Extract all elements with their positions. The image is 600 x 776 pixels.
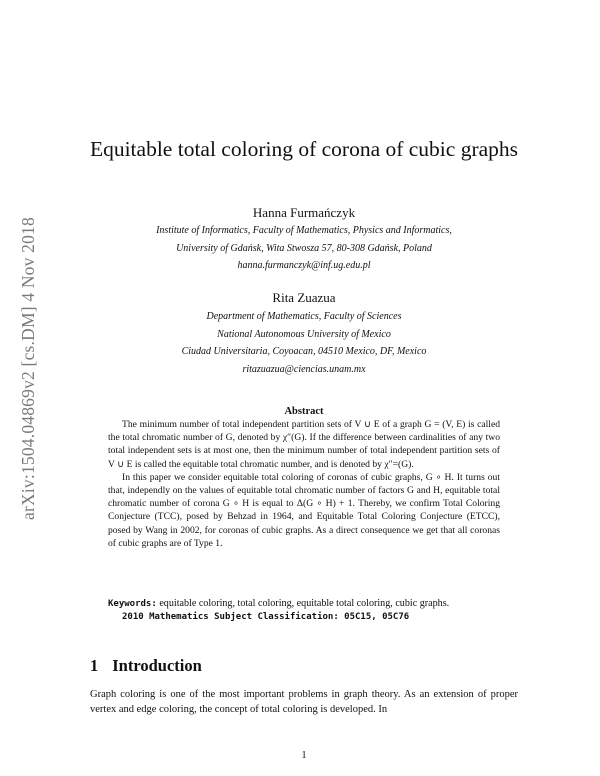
author-email: ritazuazua@ciencias.unam.mx bbox=[242, 363, 366, 375]
arxiv-identifier: arXiv:1504.04869v2 [cs.DM] 4 Nov 2018 bbox=[17, 216, 38, 520]
author-affiliation-1 bbox=[92, 222, 516, 275]
introduction-paragraph: Graph coloring is one of the most important problems in graph theory. As an extension of proper vertex and edge coloring, the concept of total coloring is developed. In bbox=[90, 689, 518, 715]
affiliation-line: University of Gdańsk, Wita Stwosza 57, 80-308 Gdańsk, Poland bbox=[176, 242, 432, 254]
keywords bbox=[108, 597, 502, 611]
author-name-1: Hanna Furmańczyk bbox=[252, 205, 356, 220]
section-heading bbox=[90, 656, 202, 676]
arxiv-stamp bbox=[8, 188, 48, 548]
affiliation-line: Institute of Informatics, Faculty of Mathematics, Physics and Informatics, bbox=[156, 225, 452, 236]
author-email: hanna.furmanczyk@inf.ug.edu.pl bbox=[237, 260, 371, 271]
paper-page bbox=[89, 0, 519, 776]
author-name-2: Rita Zuazua bbox=[272, 290, 336, 305]
introduction-text bbox=[90, 688, 518, 717]
author-affiliation-2 bbox=[92, 308, 516, 378]
msc-classification: 2010 Mathematics Subject Classification: 05C15, 05C76 bbox=[122, 612, 410, 622]
section-title: Introduction bbox=[112, 656, 202, 675]
affiliation-line: Ciudad Universitaria, Coyoacan, 04510 Mexico, DF, Mexico bbox=[181, 346, 427, 357]
affiliation-line: Department of Mathematics, Faculty of Sciences bbox=[206, 311, 402, 322]
section-number: 1 bbox=[90, 656, 99, 675]
abstract-paragraph: The minimum number of total independent partition sets of V ∪ E of a graph G = (V, E) is called the total chromatic number of G, denoted by χ″(G). If the difference between cardinalities of any two total independent sets is at most one, then the minimum number of total independent partition sets of V ∪ E is called the equitable total chromatic number, and is denoted by χ″=(G). bbox=[108, 419, 500, 470]
keywords-text: equitable coloring, total coloring, equitable total coloring, cubic graphs. bbox=[159, 598, 450, 609]
affiliation-line: National Autonomous University of Mexico bbox=[217, 328, 391, 340]
abstract-body bbox=[108, 418, 500, 550]
abstract-paragraph: In this paper we consider equitable total coloring of coronas of cubic graphs, G ∘ H. It turns out that, independly on the values of equitable total chromatic number of factors G and H, equitable total chromatic number of corona G ∘ H is equal to Δ(G ∘ H) + 1. Thereby, we confirm Total Coloring Conjecture (TCC), posed by Behzad in 1964, and Equitable Total Coloring Conjecture (ETCC), posed by Wang in 2002, for coronas of cubic graphs. As a direct consequence we get that all coronas of cubic graphs are of Type 1. bbox=[108, 471, 500, 549]
keywords-block bbox=[108, 597, 502, 624]
abstract-heading: Abstract bbox=[284, 406, 324, 417]
paper-title: Equitable total coloring of corona of cubic graphs bbox=[89, 137, 519, 161]
page-number: 1 bbox=[301, 750, 307, 761]
keywords-label: Keywords: bbox=[108, 599, 157, 609]
